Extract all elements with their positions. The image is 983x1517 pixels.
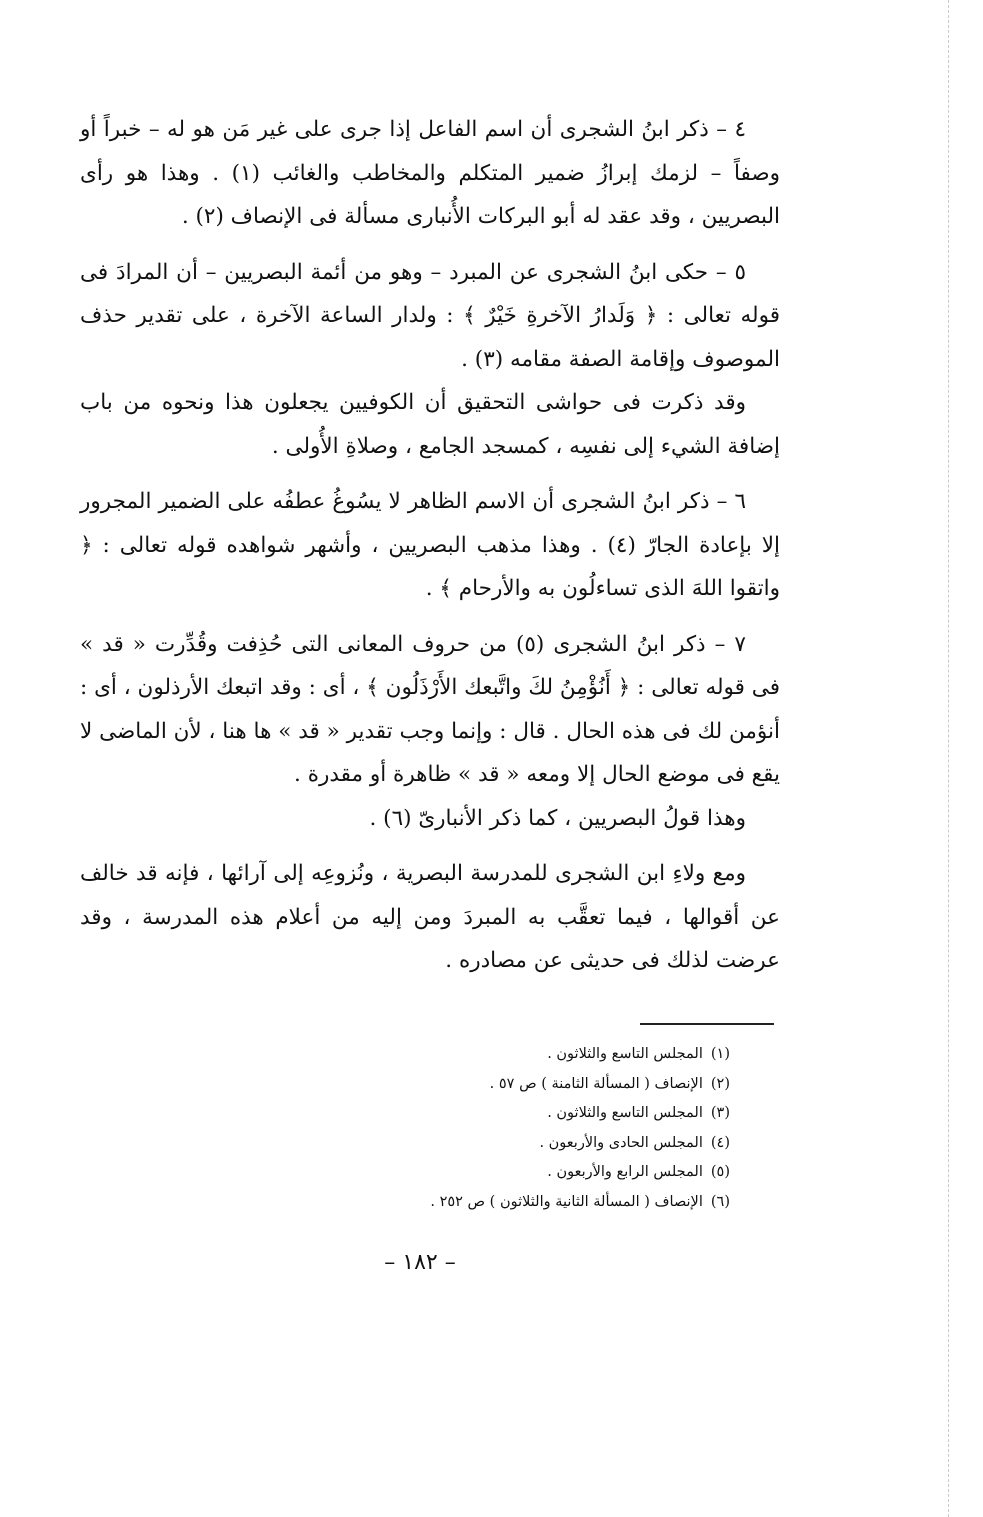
footnote-text: المجلس التاسع والثلاثون . (547, 1105, 703, 1121)
footnote-number: (١) (710, 1046, 730, 1062)
footnote (120, 1040, 730, 1070)
footnote-number: (٦) (710, 1193, 730, 1210)
paragraph-5-note: وقد ذكرت فى حواشى التحقيق أن الكوفيين يجعلون هذا ونحوه من باب إضافة الشيء إلى نفسِه ، كمسجد الجامع ، وصلاةِ الأُولى . (80, 390, 780, 459)
footnote-number: (٥) (710, 1164, 730, 1180)
footnote (120, 1070, 730, 1100)
footnote (120, 1158, 730, 1188)
main-text (80, 108, 780, 995)
footnotes (120, 1040, 730, 1217)
footnote-separator (640, 1023, 774, 1025)
footnote-text: الإنصاف ( المسألة الثانية والثلاثون ) ص ٢٥٢ . (430, 1193, 703, 1210)
footnote-number: (٣) (710, 1105, 730, 1121)
footnote (120, 1188, 730, 1218)
page-number: – ١٨٢ – (384, 1250, 456, 1275)
footnote-number: (٤) (710, 1134, 730, 1151)
paragraph-4: ٤ – ذكر ابنُ الشجرى أن اسم الفاعل إذا جرى على غير مَن هو له – خبراً أو وصفاً – لزمك إبرازُ ضمير المتكلم والمخاطب والغائب (١) . وهذا هو رأى البصريين ، وقد عقد له أبو البركات الأُنبارى مسألة فى الإنصاف (٢) . (80, 117, 781, 229)
footnote (120, 1099, 730, 1129)
paragraph-7-note: وهذا قولُ البصريين ، كما ذكر الأنبارىّ (٦) . (369, 805, 746, 831)
footnote-text: المجلس التاسع والثلاثون . (547, 1046, 703, 1062)
footnote-text: المجلس الحادى والأربعون . (539, 1134, 703, 1151)
footnote (120, 1129, 730, 1159)
footnote-text: المجلس الرابع والأربعون . (547, 1164, 703, 1180)
page-edge-divider (948, 0, 950, 1517)
paragraph-conclusion: ومع ولاءِ ابن الشجرى للمدرسة البصرية ، ونُزوعِه إلى آرائها ، فإنه قد خالف عن أقوالها ، فيما تعقَّب به المبردَ ومن إليه من أعلام هذه المدرسة ، وقد عرضت لذلك فى حديثى عن مصادره . (80, 861, 780, 973)
paragraph-5: ٥ – حكى ابنُ الشجرى عن المبرد – وهو من أئمة البصريين – أن المرادَ فى قوله تعالى : ﴿ وَلَدارُ الآخرةِ خَيْرٌ ﴾ : ولدار الساعة الآخرة ، على تقدير حذف الموصوف وإقامة الصفة مقامه (٣) . (80, 259, 780, 372)
paragraph-7: ٧ – ذكر ابنُ الشجرى (٥) من حروف المعانى التى حُذِفت وقُدِّرت « قد » فى قوله تعالى : ﴿ أَنُؤْمِنُ لكَ واتَّبعك الأَرْذَلُون ﴾ ، أى : وقد اتبعك الأرذلون ، أى : أنؤمن لك فى هذه الحال . قال : وإنما وجب تقدير « قد » ها هنا ، لأن الماضى لا يقع فى موضع الحال إلا ومعه « قد » ظاهرة أو مقدرة . (80, 631, 780, 787)
footnote-number: (٢) (710, 1075, 730, 1092)
footnote-text: الإنصاف ( المسألة الثامنة ) ص ٥٧ . (489, 1075, 703, 1092)
paragraph-6: ٦ – ذكر ابنُ الشجرى أن الاسم الظاهر لا يسُوغُ عطفُه على الضمير المجرور إلا بإعادة الجارّ (٤) . وهذا مذهب البصريين ، وأشهر شواهده قوله تعالى : ﴿ واتقوا اللهَ الذى تساءلُون به والأرحام ﴾ . (80, 489, 781, 601)
